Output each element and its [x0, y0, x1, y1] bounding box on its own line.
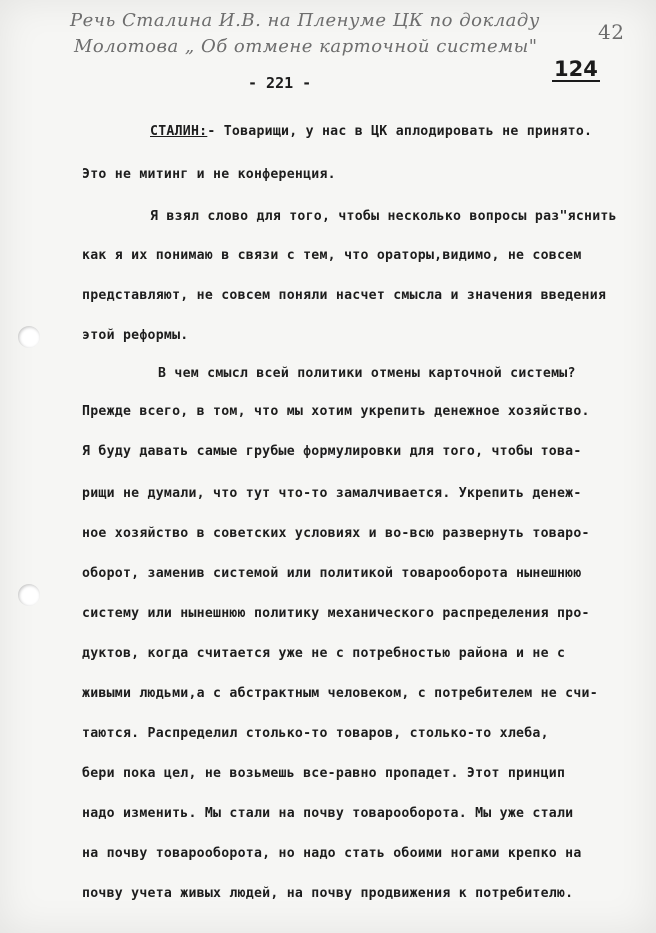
text-line: этой реформы. [82, 328, 189, 343]
text-line: бери пока цел, не возьмешь все-равно пропадет. Этот принцип [82, 766, 566, 781]
text-line: В чем смысл всей политики отмены карточной системы? [158, 366, 576, 381]
handwritten-corner-number: 42 [598, 20, 625, 44]
text-line: на почву товарооборота, но надо стать обоими ногами крепко на [82, 846, 582, 861]
text-line: надо изменить. Мы стали на почву товарооборота. Мы уже стали [82, 806, 574, 821]
text-line: Я взял слово для того, чтобы несколько вопросы раз"яснить [150, 209, 617, 224]
text-line-content: - Товарищи, у нас в ЦК аплодировать не принято. [207, 124, 593, 139]
text-line: как я их понимаю в связи с тем, что ораторы,видимо, не совсем [82, 248, 582, 263]
archive-number: 124 [554, 57, 598, 81]
text-line: таются. Распределил столько-то товаров, столько-то хлеба, [82, 726, 549, 741]
text-line: оборот, заменив системой или политикой товарооборота нынешнюю [82, 566, 582, 581]
speaker-name: СТАЛИН: [150, 124, 208, 139]
handwritten-title-line-1: Речь Сталина И.В. на Пленуме ЦК по докладу [70, 10, 540, 31]
text-line: Прежде всего, в том, что мы хотим укрепить денежное хозяйство. [82, 404, 590, 419]
text-line: живыми людьми,а с абстрактным человеком, с потребителем не счи- [82, 686, 598, 701]
text-line: систему или нынешнюю политику механического распределения про- [82, 606, 590, 621]
punch-hole [18, 584, 40, 606]
text-line: дуктов, когда считается уже не с потребностью района и не с [82, 646, 566, 661]
text-line: рищи не думали, что тут что-то замалчивается. Укрепить денеж- [82, 486, 582, 501]
text-line: Я буду давать самые грубые формулировки для того, чтобы това- [82, 444, 582, 459]
punch-hole [18, 326, 40, 348]
text-line: почву учета живых людей, на почву продвижения к потребителю. [82, 886, 574, 901]
page-number: - 221 - [248, 74, 312, 92]
text-line [150, 124, 592, 139]
text-line: Это не митинг и не конференция. [82, 167, 336, 182]
handwritten-title-line-2: Молотова „ Об отмене карточной системы" [74, 36, 538, 57]
text-line: представляют, не совсем поняли насчет смысла и значения введения [82, 288, 607, 303]
text-line: ное хозяйство в советских условиях и во-всю развернуть товаро- [82, 526, 590, 541]
